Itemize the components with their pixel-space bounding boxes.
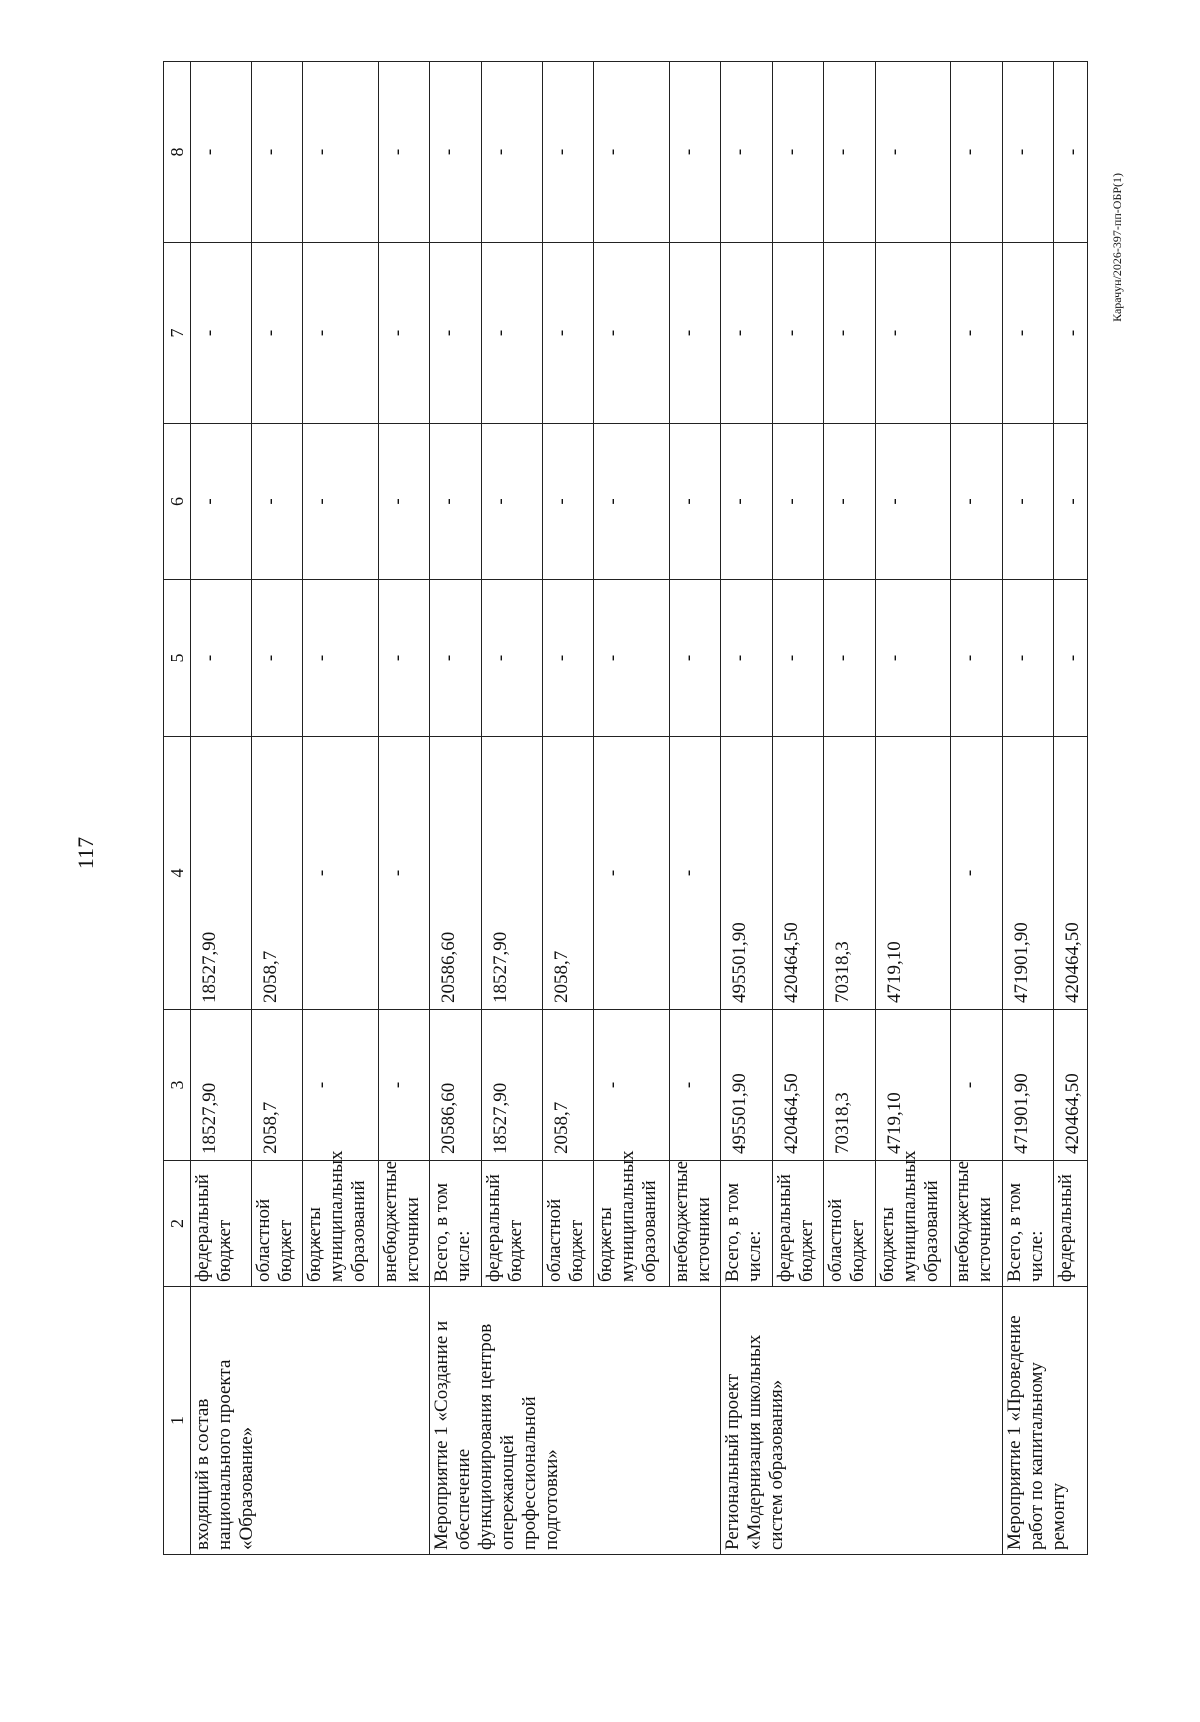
program-name-cell: Мероприятие 1 «Проведение работ по капитальному ремонту (1002, 1287, 1087, 1555)
amount-cell-c6: - (430, 424, 481, 580)
amount-cell-c4: - (378, 737, 429, 1010)
amount-cell-c3: - (951, 1010, 1002, 1161)
funding-source-cell: Всего, в том числе: (430, 1161, 481, 1287)
amount-cell-c8: - (594, 62, 670, 243)
amount-cell-c3: 4719,10 (875, 1010, 951, 1161)
amount-cell-c3: - (303, 1010, 379, 1161)
amount-cell-c4: - (669, 737, 720, 1010)
amount-cell-c3: 471901,90 (1002, 1010, 1053, 1161)
amount-cell-c8: - (303, 62, 379, 243)
amount-cell-c4: 420464,50 (772, 737, 823, 1010)
program-name-cell: входящий в состав национального проекта «Образование» (191, 1287, 430, 1555)
funding-source-cell: Всего, в том числе: (1002, 1161, 1053, 1287)
funding-source-cell: внебюджетные источники (669, 1161, 720, 1287)
column-number: 8 (164, 62, 191, 243)
amount-cell-c6: - (1002, 424, 1053, 580)
amount-cell-c8: - (824, 62, 875, 243)
amount-cell-c7: - (721, 243, 772, 424)
amount-cell-c3: 18527,90 (191, 1010, 252, 1161)
amount-cell-c5: - (824, 580, 875, 737)
funding-source-cell: внебюджетные источники (951, 1161, 1002, 1287)
amount-cell-c4: 20586,60 (430, 737, 481, 1010)
funding-source-cell: федеральный бюджет (772, 1161, 823, 1287)
amount-cell-c6: - (542, 424, 593, 580)
amount-cell-c3: 70318,3 (824, 1010, 875, 1161)
amount-cell-c5: - (481, 580, 542, 737)
amount-cell-c3: 18527,90 (481, 1010, 542, 1161)
amount-cell-c5: - (542, 580, 593, 737)
amount-cell-c5: - (430, 580, 481, 737)
amount-cell-c7: - (251, 243, 302, 424)
column-number-row (164, 62, 191, 1555)
amount-cell-c7: - (378, 243, 429, 424)
amount-cell-c3: 2058,7 (542, 1010, 593, 1161)
amount-cell-c4: 70318,3 (824, 737, 875, 1010)
amount-cell-c6: - (251, 424, 302, 580)
amount-cell-c4: 471901,90 (1002, 737, 1053, 1010)
column-number: 6 (164, 424, 191, 580)
amount-cell-c6: - (303, 424, 379, 580)
funding-source-cell: областной бюджет (542, 1161, 593, 1287)
amount-cell-c3: - (669, 1010, 720, 1161)
amount-cell-c3: - (594, 1010, 670, 1161)
column-number: 2 (164, 1161, 191, 1287)
amount-cell-c7: - (542, 243, 593, 424)
amount-cell-c8: - (430, 62, 481, 243)
program-name-cell: Мероприятие 1 «Создание и обеспечение функционирования центров опережающей профессиональной подготовки» (430, 1287, 721, 1555)
amount-cell-c5: - (378, 580, 429, 737)
amount-cell-c5: - (251, 580, 302, 737)
amount-cell-c5: - (191, 580, 252, 737)
amount-cell-c7: - (430, 243, 481, 424)
amount-cell-c8: - (721, 62, 772, 243)
amount-cell-c4: - (303, 737, 379, 1010)
amount-cell-c5: - (1002, 580, 1053, 737)
table-row (1002, 62, 1053, 1555)
amount-cell-c6: - (721, 424, 772, 580)
amount-cell-c6: - (191, 424, 252, 580)
amount-cell-c3: 420464,50 (1054, 1010, 1088, 1161)
funding-source-cell: Всего, в том числе: (721, 1161, 772, 1287)
budget-table (163, 61, 1088, 1555)
amount-cell-c7: - (191, 243, 252, 424)
amount-cell-c6: - (481, 424, 542, 580)
amount-cell-c7: - (772, 243, 823, 424)
program-name-cell: Региональный проект «Модернизация школьных систем образования» (721, 1287, 1002, 1555)
funding-source-cell: федеральный бюджет (481, 1161, 542, 1287)
amount-cell-c3: 20586,60 (430, 1010, 481, 1161)
amount-cell-c6: - (594, 424, 670, 580)
column-number: 7 (164, 243, 191, 424)
amount-cell-c4: 18527,90 (481, 737, 542, 1010)
amount-cell-c8: - (1002, 62, 1053, 243)
amount-cell-c8: - (875, 62, 951, 243)
amount-cell-c5: - (772, 580, 823, 737)
column-number: 1 (164, 1287, 191, 1555)
amount-cell-c6: - (951, 424, 1002, 580)
table-body (191, 62, 1088, 1555)
column-number: 3 (164, 1010, 191, 1161)
amount-cell-c7: - (1002, 243, 1053, 424)
amount-cell-c7: - (481, 243, 542, 424)
amount-cell-c6: - (875, 424, 951, 580)
amount-cell-c8: - (542, 62, 593, 243)
amount-cell-c4: 2058,7 (542, 737, 593, 1010)
amount-cell-c8: - (191, 62, 252, 243)
table-row (721, 62, 772, 1555)
amount-cell-c6: - (1054, 424, 1088, 580)
amount-cell-c5: - (951, 580, 1002, 737)
table-row (191, 62, 252, 1555)
amount-cell-c4: 495501,90 (721, 737, 772, 1010)
amount-cell-c3: 420464,50 (772, 1010, 823, 1161)
amount-cell-c3: 2058,7 (251, 1010, 302, 1161)
funding-source-cell: внебюджетные источники (378, 1161, 429, 1287)
amount-cell-c5: - (875, 580, 951, 737)
page-number: 117 (73, 836, 98, 870)
amount-cell-c5: - (1054, 580, 1088, 737)
amount-cell-c7: - (669, 243, 720, 424)
amount-cell-c6: - (824, 424, 875, 580)
funding-source-cell: областной бюджет (824, 1161, 875, 1287)
funding-source-cell: бюджеты муниципальных образований (875, 1161, 951, 1287)
amount-cell-c7: - (951, 243, 1002, 424)
amount-cell-c3: - (378, 1010, 429, 1161)
amount-cell-c4: 420464,50 (1054, 737, 1088, 1010)
amount-cell-c6: - (378, 424, 429, 580)
amount-cell-c4: - (594, 737, 670, 1010)
amount-cell-c8: - (378, 62, 429, 243)
amount-cell-c4: 18527,90 (191, 737, 252, 1010)
amount-cell-c7: - (875, 243, 951, 424)
amount-cell-c3: 495501,90 (721, 1010, 772, 1161)
amount-cell-c8: - (951, 62, 1002, 243)
table-row (430, 62, 481, 1555)
amount-cell-c8: - (772, 62, 823, 243)
amount-cell-c7: - (594, 243, 670, 424)
amount-cell-c7: - (824, 243, 875, 424)
amount-cell-c7: - (1054, 243, 1088, 424)
amount-cell-c4: 4719,10 (875, 737, 951, 1010)
funding-source-cell: бюджеты муниципальных образований (594, 1161, 670, 1287)
amount-cell-c5: - (721, 580, 772, 737)
amount-cell-c8: - (481, 62, 542, 243)
budget-table-container (163, 62, 1088, 1555)
column-number: 5 (164, 580, 191, 737)
amount-cell-c7: - (303, 243, 379, 424)
amount-cell-c8: - (1054, 62, 1088, 243)
amount-cell-c5: - (669, 580, 720, 737)
footer-code: Карачун/2026-397-пп-ОБР(1) (1110, 173, 1124, 322)
amount-cell-c6: - (772, 424, 823, 580)
amount-cell-c5: - (303, 580, 379, 737)
funding-source-cell: бюджеты муниципальных образований (303, 1161, 379, 1287)
amount-cell-c4: 2058,7 (251, 737, 302, 1010)
column-number: 4 (164, 737, 191, 1010)
amount-cell-c6: - (669, 424, 720, 580)
amount-cell-c4: - (951, 737, 1002, 1010)
amount-cell-c8: - (251, 62, 302, 243)
funding-source-cell: федеральный бюджет (191, 1161, 252, 1287)
funding-source-cell: областной бюджет (251, 1161, 302, 1287)
footer (1108, 0, 1138, 1722)
amount-cell-c8: - (669, 62, 720, 243)
funding-source-cell: федеральный (1054, 1161, 1088, 1287)
amount-cell-c5: - (594, 580, 670, 737)
